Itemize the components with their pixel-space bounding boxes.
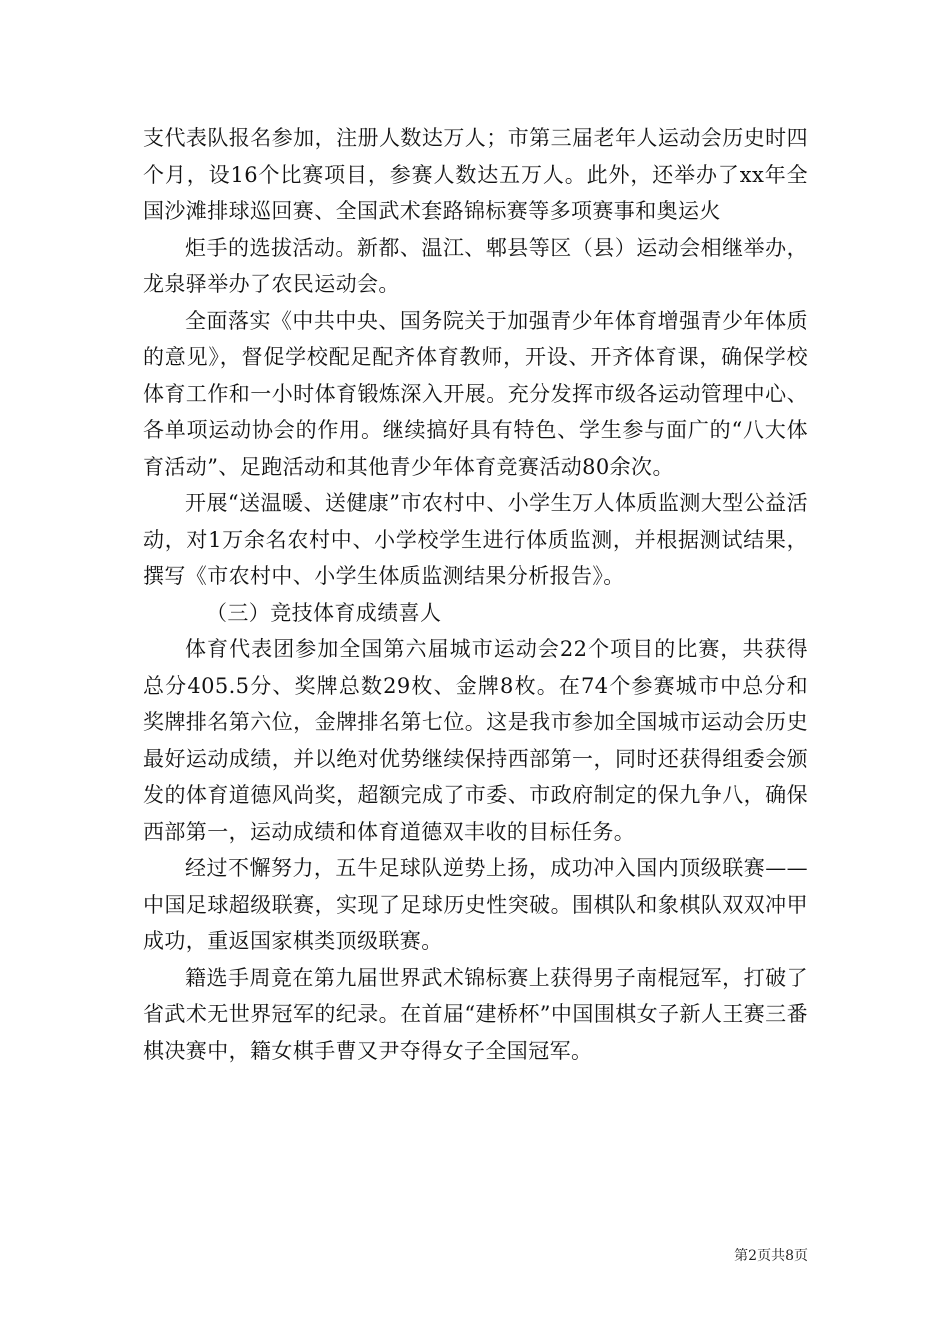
paragraph-4: 开展“送温暖、送健康”市农村中、小学生万人体质监测大型公益活动，对1万余名农村中、小学校学生进行体质监测，并根据测试结果，撰写《市农村中、小学生体质监测结果分析报告》。: [143, 491, 808, 588]
paragraph-1: 支代表队报名参加，注册人数达万人；市第三届老年人运动会历史时四个月，设16个比赛项目，参赛人数达五万人。此外，还举办了xx年全国沙滩排球巡回赛、全国武术套路锦标赛等多项赛事和奥运火: [143, 126, 808, 223]
paragraph-5: 体育代表团参加全国第六届城市运动会22个项目的比赛，共获得总分405.5分、奖牌总数29枚、金牌8枚。在74个参赛城市中总分和奖牌排名第六位，金牌排名第七位。这是我市参加全国城市运动会历史最好运动成绩，并以绝对优势继续保持西部第一，同时还获得组委会颁发的体育道德风尚奖，超额完成了市委、市政府制定的保九争八，确保西部第一，运动成绩和体育道德双丰收的目标任务。: [143, 637, 808, 844]
paragraph-2: 炬手的选拔活动。新都、温江、郫县等区（县）运动会相继举办，龙泉驿举办了农民运动会。: [143, 235, 808, 296]
section-heading: （三）竞技体育成绩喜人: [206, 600, 442, 625]
paragraph-7: 籍选手周竟在第九届世界武术锦标赛上获得男子南棍冠军，打破了省武术无世界冠军的纪录。在首届“建桥杯”中国围棋女子新人王赛三番棋决赛中，籍女棋手曹又尹夺得女子全国冠军。: [143, 965, 808, 1063]
page-number: 第2页共8页: [734, 1248, 808, 1264]
paragraph-6: 经过不懈努力，五牛足球队逆势上扬，成功冲入国内顶级联赛——中国足球超级联赛，实现了足球历史性突破。围棋队和象棋队双双冲甲成功，重返国家棋类顶级联赛。: [143, 856, 808, 953]
paragraph-3: 全面落实《中共中央、国务院关于加强青少年体育增强青少年体质的意见》，督促学校配足配齐体育教师，开设、开齐体育课，确保学校体育工作和一小时体育锻炼深入开展。充分发挥市级各运动管理中心、各单项运动协会的作用。继续搞好具有特色、学生参与面广的“八大体育活动”、足跑活动和其他青少年体育竞赛活动80余次。: [143, 308, 808, 479]
document-body: [143, 120, 808, 1069]
